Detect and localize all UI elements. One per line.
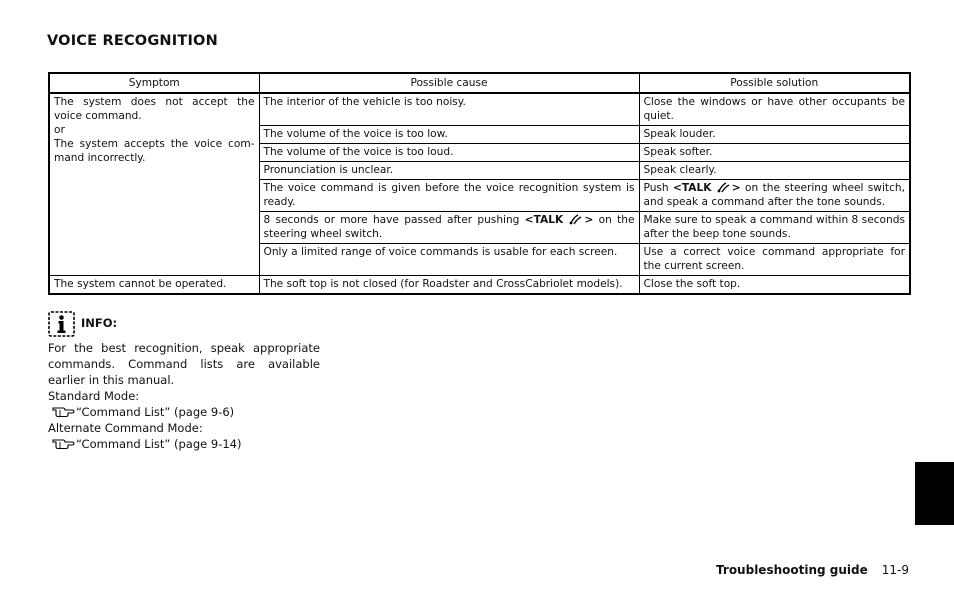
info-icon <box>48 311 75 337</box>
talk-button-label: <TALK <box>673 182 712 194</box>
page-title: VOICE RECOGNITION <box>47 33 218 49</box>
talk-switch-icon <box>716 181 732 193</box>
section-tab-marker <box>915 462 954 525</box>
symptom-not-accepted: The system does not accept the voice command. <box>54 96 255 122</box>
symptom-cell: The system cannot be operated. <box>49 276 259 295</box>
standard-mode-reference[interactable] <box>48 404 320 420</box>
cause-pre: 8 seconds or more have passed after pushing <box>263 214 520 226</box>
table-row <box>49 276 910 295</box>
talk-button-end: > <box>584 214 594 226</box>
solution-cell: Close the windows or have other occupants be quiet. <box>639 93 910 126</box>
symptom-cell <box>49 93 259 276</box>
solution-cell: Speak clearly. <box>639 162 910 180</box>
cause-cell: Pronunciation is unclear. <box>259 162 639 180</box>
page-footer <box>716 563 909 577</box>
cause-cell: The interior of the vehicle is too noisy. <box>259 93 639 126</box>
header-symptom: Symptom <box>49 73 259 93</box>
solution-pre: Push <box>643 182 669 194</box>
solution-cell: Speak louder. <box>639 126 910 144</box>
alternate-mode-label: Alternate Command Mode: <box>48 421 203 435</box>
talk-button-label: <TALK <box>524 214 564 226</box>
pointing-hand-icon <box>52 404 76 418</box>
alternate-mode-reference[interactable] <box>48 436 320 452</box>
cause-cell: The voice command is given before the voice recognition system is ready. <box>259 180 639 212</box>
footer-section-title: Troubleshooting guide <box>716 563 868 577</box>
solution-cell: Close the soft top. <box>639 276 910 295</box>
standard-mode-link[interactable]: “Command List” (page 9-6) <box>76 405 235 419</box>
footer-page-number: 11-9 <box>881 563 909 577</box>
cause-cell: The volume of the voice is too low. <box>259 126 639 144</box>
header-possible-solution: Possible solution <box>639 73 910 93</box>
cause-cell: Only a limited range of voice commands is usable for each screen. <box>259 244 639 276</box>
troubleshooting-table <box>48 72 911 295</box>
solution-post: on the steering wheel switch, and speak a command after the tone sounds. <box>643 182 905 208</box>
cause-post: on the steering wheel switch. <box>263 214 635 240</box>
solution-cell <box>639 180 910 212</box>
talk-button-end: > <box>731 182 741 194</box>
table-header-row <box>49 73 910 93</box>
symptom-incorrect: The system accepts the voice com-mand incorrectly. <box>54 138 255 164</box>
table-row <box>49 93 910 126</box>
alternate-mode-link[interactable]: “Command List” (page 9-14) <box>76 437 242 451</box>
symptom-or: or <box>54 124 65 136</box>
solution-cell: Speak softer. <box>639 144 910 162</box>
talk-switch-icon <box>568 213 584 225</box>
pointing-hand-icon <box>52 436 76 450</box>
solution-cell: Make sure to speak a command within 8 seconds after the beep tone sounds. <box>639 212 910 244</box>
info-text: For the best recognition, speak appropriate commands. Command lists are available earlier in this manual. <box>48 341 320 387</box>
cause-cell <box>259 212 639 244</box>
info-body <box>48 340 320 452</box>
cause-cell: The volume of the voice is too loud. <box>259 144 639 162</box>
solution-cell: Use a correct voice command appropriate for the current screen. <box>639 244 910 276</box>
info-label: INFO: <box>81 316 118 330</box>
cause-cell: The soft top is not closed (for Roadster and CrossCabriolet models). <box>259 276 639 295</box>
header-possible-cause: Possible cause <box>259 73 639 93</box>
standard-mode-label: Standard Mode: <box>48 389 140 403</box>
